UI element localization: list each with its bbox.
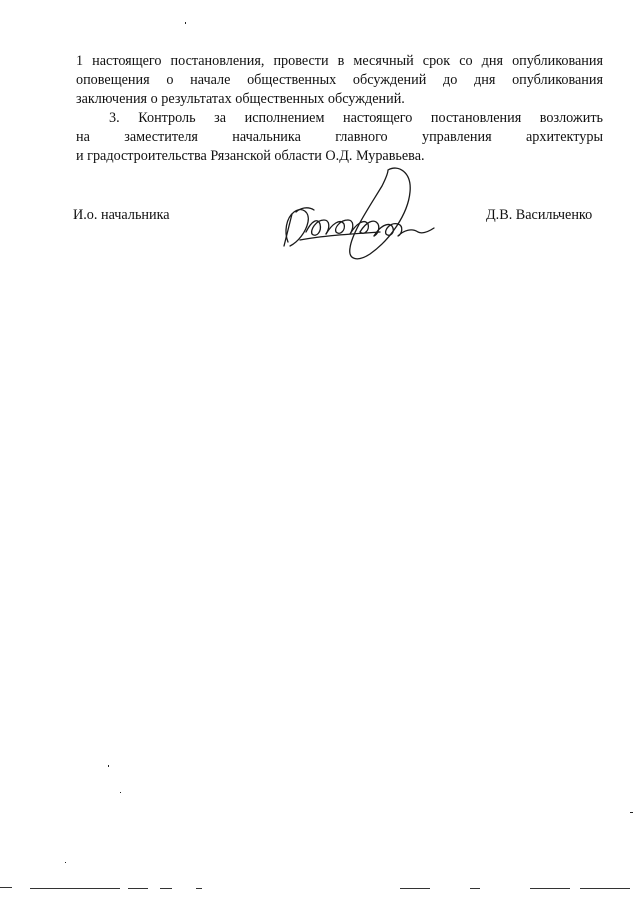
scan-edge-line xyxy=(580,888,630,889)
scan-edge-line xyxy=(128,888,148,889)
signature-block xyxy=(0,206,640,286)
scan-edge-line xyxy=(530,888,570,889)
scan-edge-line xyxy=(196,888,202,889)
signatory-position: И.о. начальника xyxy=(73,207,170,223)
scan-speck xyxy=(120,792,121,793)
scan-speck xyxy=(65,862,66,863)
scan-speck xyxy=(108,765,109,767)
text-line: и градостроительства Рязанской области О.Д. Муравьева. xyxy=(76,148,425,164)
scan-edge-line xyxy=(470,888,480,889)
scan-edge-line xyxy=(0,887,12,888)
text-line: 3. Контроль за исполнением настоящего постановления возложить xyxy=(109,110,603,126)
scan-speck xyxy=(630,812,633,813)
scan-speck xyxy=(185,22,186,24)
text-line: оповещения о начале общественных обсуждений до дня опубликования xyxy=(76,72,603,88)
scan-edge-line xyxy=(400,888,430,889)
signatory-name: Д.В. Васильченко xyxy=(486,207,593,223)
scan-edge-line xyxy=(160,888,172,889)
scan-edge-line xyxy=(30,888,120,889)
text-line: 1 настоящего постановления, провести в месячный срок со дня опубликования xyxy=(76,53,603,69)
handwritten-signature xyxy=(270,162,450,272)
text-line: заключения о результатах общественных обсуждений. xyxy=(76,91,405,107)
text-line: на заместителя начальника главного управления архитектуры xyxy=(76,129,603,145)
document-body xyxy=(76,52,603,166)
